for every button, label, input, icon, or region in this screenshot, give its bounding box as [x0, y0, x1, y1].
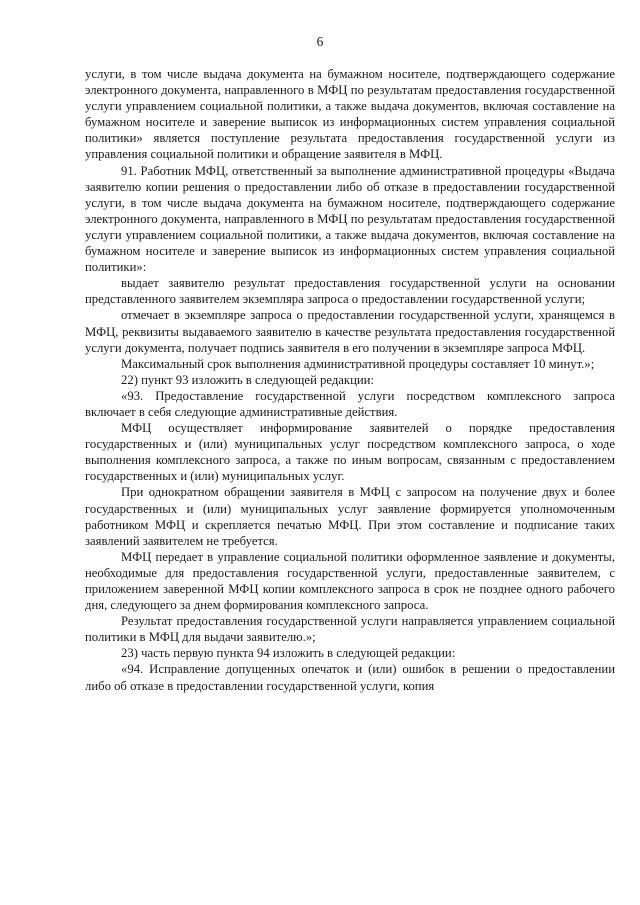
paragraph-single-request: При однократном обращении заявителя в МФЦ с запросом на получение двух и более государственных и (или) муниципальных услуг заявление формируется уполномоченным работником МФЦ и скрепляется печатью МФЦ. При этом составление и подписание таких заявлений заявителем не требуется.	[85, 485, 615, 548]
paragraph-item-23: 23) часть первую пункта 94 изложить в следующей редакции:	[121, 646, 456, 661]
paragraph-max-duration: Максимальный срок выполнения административной процедуры составляет 10 минут.»;	[121, 356, 595, 371]
paragraph-result-sent: Результат предоставления государственной услуги направляется управлением социальной политики в МФЦ для выдачи заявителю.»;	[85, 614, 615, 645]
paragraph-94: «94. Исправление допущенных опечаток и (или) ошибок в решении о предоставлении либо об отказе в предоставлении государственной услуги, копия	[85, 662, 615, 693]
paragraph-mfc-transfers: МФЦ передает в управление социальной политики оформленное заявление и документы, необходимые для предоставления государственной услуги, предоставленные заявителем, с приложением заверенной МФЦ копии комплексного запроса в срок не позднее одного рабочего дня, следующего за днем формирования комплексного запроса.	[85, 549, 615, 613]
paragraph-91: 91. Работник МФЦ, ответственный за выполнение административной процедуры «Выдача заявителю копии решения о предоставлении либо об отказе в предоставлении государственной услуги, в том числе выдача документа на бумажном носителе, подтверждающего содержание электронного документа, направленного в МФЦ по результатам предоставления государственной услуги управлением социальной политики, а также выдача документов, включая составление на бумажном носителе и заверение выписок из информационных систем управления социальной политики»:	[85, 163, 615, 275]
paragraph-marks-request: отмечает в экземпляре запроса о предоставлении государственной услуги, хранящемся в МФЦ, реквизиты выдаваемого заявителю в качестве результата предоставления государственной услуги документа, получает подпись заявителя в его получении в экземпляре запроса МФЦ.	[85, 308, 615, 355]
paragraph-continuation: услуги, в том числе выдача документа на бумажном носителе, подтверждающего содержание электронного документа, направленного в МФЦ по результатам предоставления государственной услуги управлением социальной политики, а также выдача документов, включая составление на бумажном носителе и заверение выписок из информационных систем управления социальной политики» является поступление результата предоставления государственной услуги из управления социальной политики и обращение заявителя в МФЦ.	[85, 67, 615, 162]
paragraph-mfc-informs: МФЦ осуществляет информирование заявителей о порядке предоставления государственных и (или) муниципальных услуг посредством комплексного запроса, о ходе выполнения комплексного запроса, а также по иным вопросам, связанным с предоставлением государственных и (или) муниципальных услуг.	[85, 421, 615, 484]
paragraph-93: «93. Предоставление государственной услуги посредством комплексного запроса включает в себя следующие административные действия.	[85, 388, 615, 419]
document-body	[85, 66, 615, 694]
paragraph-issues-result: выдает заявителю результат предоставления государственной услуги на основании представленного заявителем экземпляра запроса о предоставлении государственной услуги;	[85, 276, 615, 307]
paragraph-item-22: 22) пункт 93 изложить в следующей редакции:	[121, 372, 374, 387]
page-number: 6	[316, 34, 324, 49]
